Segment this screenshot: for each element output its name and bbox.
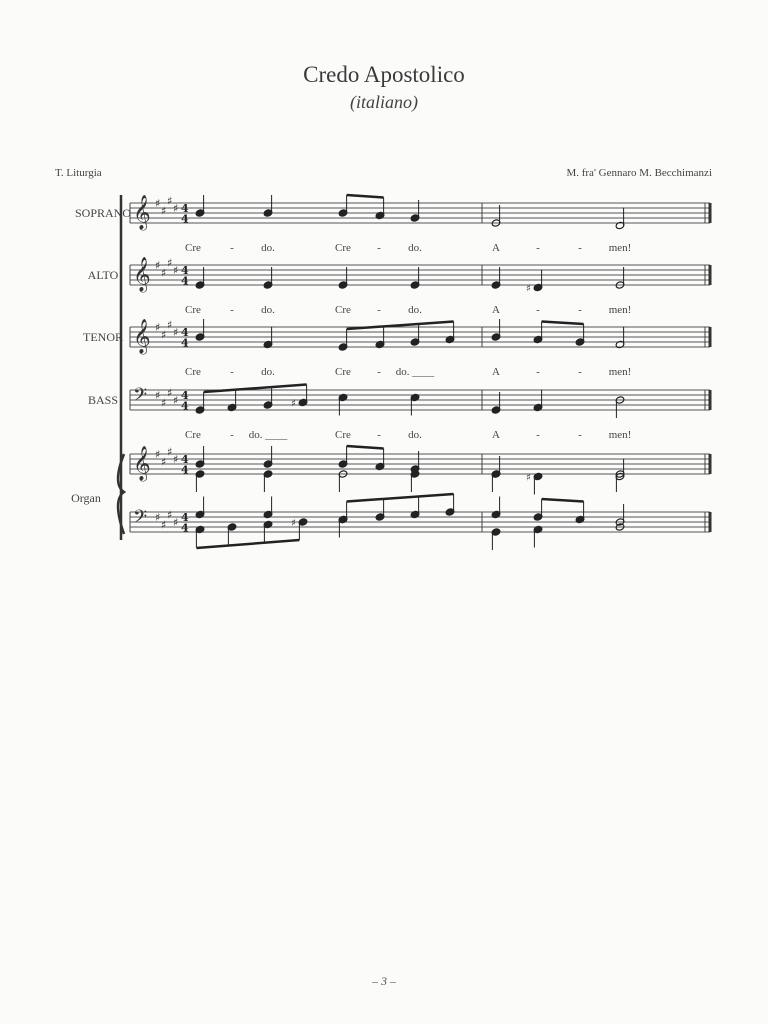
sharp-icon: ♯ xyxy=(291,518,296,529)
lyric-syllable: - xyxy=(377,429,381,441)
treble-clef-icon: 𝄞 xyxy=(133,446,151,481)
staff-soprano xyxy=(130,195,710,232)
lyric-syllable: - xyxy=(578,242,582,254)
sharp-icon: ♯ xyxy=(167,318,173,332)
sharp-icon: ♯ xyxy=(173,202,179,215)
lyric-syllable: do. xyxy=(408,429,422,441)
lyric-syllable: Cre xyxy=(185,242,201,254)
sharp-icon: ♯ xyxy=(161,396,167,410)
treble-clef-icon: 𝄞 xyxy=(133,319,151,354)
voice-label-tenor: TENOR xyxy=(83,330,123,344)
sharp-icon: ♯ xyxy=(155,197,161,210)
lyric-syllable: - xyxy=(536,304,540,316)
voice-label-alto: ALTO xyxy=(87,268,119,282)
treble-clef-icon: 𝄞 xyxy=(133,257,151,292)
lyric-syllable: A xyxy=(492,242,500,254)
beam xyxy=(347,446,384,449)
bass-clef-icon: 𝄢 xyxy=(133,507,148,532)
staff-alto xyxy=(130,257,710,294)
lyric-syllable: - xyxy=(230,429,234,441)
beam xyxy=(196,540,299,548)
sharp-icon: ♯ xyxy=(161,328,167,342)
lyric-syllable: A xyxy=(492,366,500,378)
sharp-icon: ♯ xyxy=(173,516,179,529)
sharp-icon: ♯ xyxy=(167,386,173,400)
treble-clef-icon: 𝄞 xyxy=(133,195,151,230)
lyric-syllable: - xyxy=(578,429,582,441)
lyric-syllable: Cre xyxy=(335,366,351,378)
sharp-icon: ♯ xyxy=(173,326,179,339)
sharp-icon: ♯ xyxy=(526,283,531,295)
page-title: Credo Apostolico xyxy=(303,62,465,87)
sharp-icon: ♯ xyxy=(155,259,161,272)
beam xyxy=(204,385,307,393)
lyric-syllable: A xyxy=(492,429,500,441)
sharp-icon: ♯ xyxy=(167,445,173,459)
sharp-icon: ♯ xyxy=(161,455,167,469)
sharp-icon: ♯ xyxy=(161,204,167,218)
organ-label: Organ xyxy=(71,491,101,505)
lyric-syllable: men! xyxy=(608,304,632,316)
time-signature-top: 4 xyxy=(181,511,189,524)
page-subtitle: (italiano) xyxy=(350,92,418,112)
lyric-syllable: - xyxy=(536,429,540,441)
lyric-syllable: - xyxy=(377,304,381,316)
staff-organ-treble xyxy=(130,446,710,483)
time-signature-bottom: 4 xyxy=(181,463,189,477)
lyric-syllable: - xyxy=(536,242,540,254)
time-signature-top: 4 xyxy=(181,326,189,339)
time-signature-top: 4 xyxy=(181,453,189,466)
lyric-syllable: - xyxy=(578,366,582,378)
time-signature-bottom: 4 xyxy=(181,336,189,350)
lyric-syllable: - xyxy=(377,242,381,254)
sharp-icon: ♯ xyxy=(526,472,531,484)
lyric-syllable: Cre xyxy=(335,429,351,441)
sharp-icon: ♯ xyxy=(173,394,179,407)
beam xyxy=(347,322,454,330)
time-signature-bottom: 4 xyxy=(181,521,189,535)
lyric-syllable: men! xyxy=(608,429,632,441)
beam xyxy=(542,499,584,502)
lyric-syllable: Cre xyxy=(185,429,201,441)
lyric-syllable: - xyxy=(230,366,234,378)
staff-organ-bass xyxy=(130,507,710,535)
lyric-syllable: do. ____ xyxy=(395,366,435,378)
time-signature-top: 4 xyxy=(181,202,189,215)
sharp-icon: ♯ xyxy=(173,264,179,277)
lyric-syllable: do. ____ xyxy=(248,429,288,441)
time-signature-bottom: 4 xyxy=(181,274,189,288)
voice-label-soprano: SOPRANO xyxy=(74,206,132,220)
composer: M. fra' Gennaro M. Becchimanzi xyxy=(566,167,712,179)
sharp-icon: ♯ xyxy=(167,508,173,522)
sharp-icon: ♯ xyxy=(155,321,161,334)
bass-clef-icon: 𝄢 xyxy=(133,385,148,410)
lyric-syllable: do. xyxy=(261,366,275,378)
lyric-syllable: - xyxy=(578,304,582,316)
lyric-syllable: - xyxy=(230,242,234,254)
lyric-syllable: men! xyxy=(608,242,632,254)
lyric-syllable: - xyxy=(377,366,381,378)
lyric-syllable: - xyxy=(536,366,540,378)
staff-bass xyxy=(130,385,710,413)
lyric-syllable: men! xyxy=(608,366,632,378)
sharp-icon: ♯ xyxy=(155,511,161,524)
text-source: T. Liturgia xyxy=(55,167,102,179)
sharp-icon: ♯ xyxy=(155,448,161,461)
lyric-syllable: do. xyxy=(261,304,275,316)
voice-label-bass: BASS xyxy=(87,393,119,407)
lyric-syllable: do. xyxy=(261,242,275,254)
beam xyxy=(542,322,584,325)
lyric-syllable: Cre xyxy=(335,242,351,254)
lyric-syllable: Cre xyxy=(185,304,201,316)
sharp-icon: ♯ xyxy=(161,518,167,532)
sharp-icon: ♯ xyxy=(167,256,173,270)
sharp-icon: ♯ xyxy=(173,453,179,466)
lyric-syllable: - xyxy=(230,304,234,316)
time-signature-top: 4 xyxy=(181,389,189,402)
beam xyxy=(347,494,454,502)
page-number: – 3 – xyxy=(372,974,396,988)
sharp-icon: ♯ xyxy=(155,389,161,402)
lyric-syllable: A xyxy=(492,304,500,316)
sharp-icon: ♯ xyxy=(161,266,167,280)
sharp-icon: ♯ xyxy=(291,398,296,410)
beam xyxy=(347,195,384,198)
lyric-syllable: do. xyxy=(408,242,422,254)
time-signature-top: 4 xyxy=(181,264,189,277)
lyric-syllable: do. xyxy=(408,304,422,316)
lyric-syllable: Cre xyxy=(185,366,201,378)
time-signature-bottom: 4 xyxy=(181,399,189,413)
sharp-icon: ♯ xyxy=(167,194,173,208)
lyric-syllable: Cre xyxy=(335,304,351,316)
time-signature-bottom: 4 xyxy=(181,212,189,226)
